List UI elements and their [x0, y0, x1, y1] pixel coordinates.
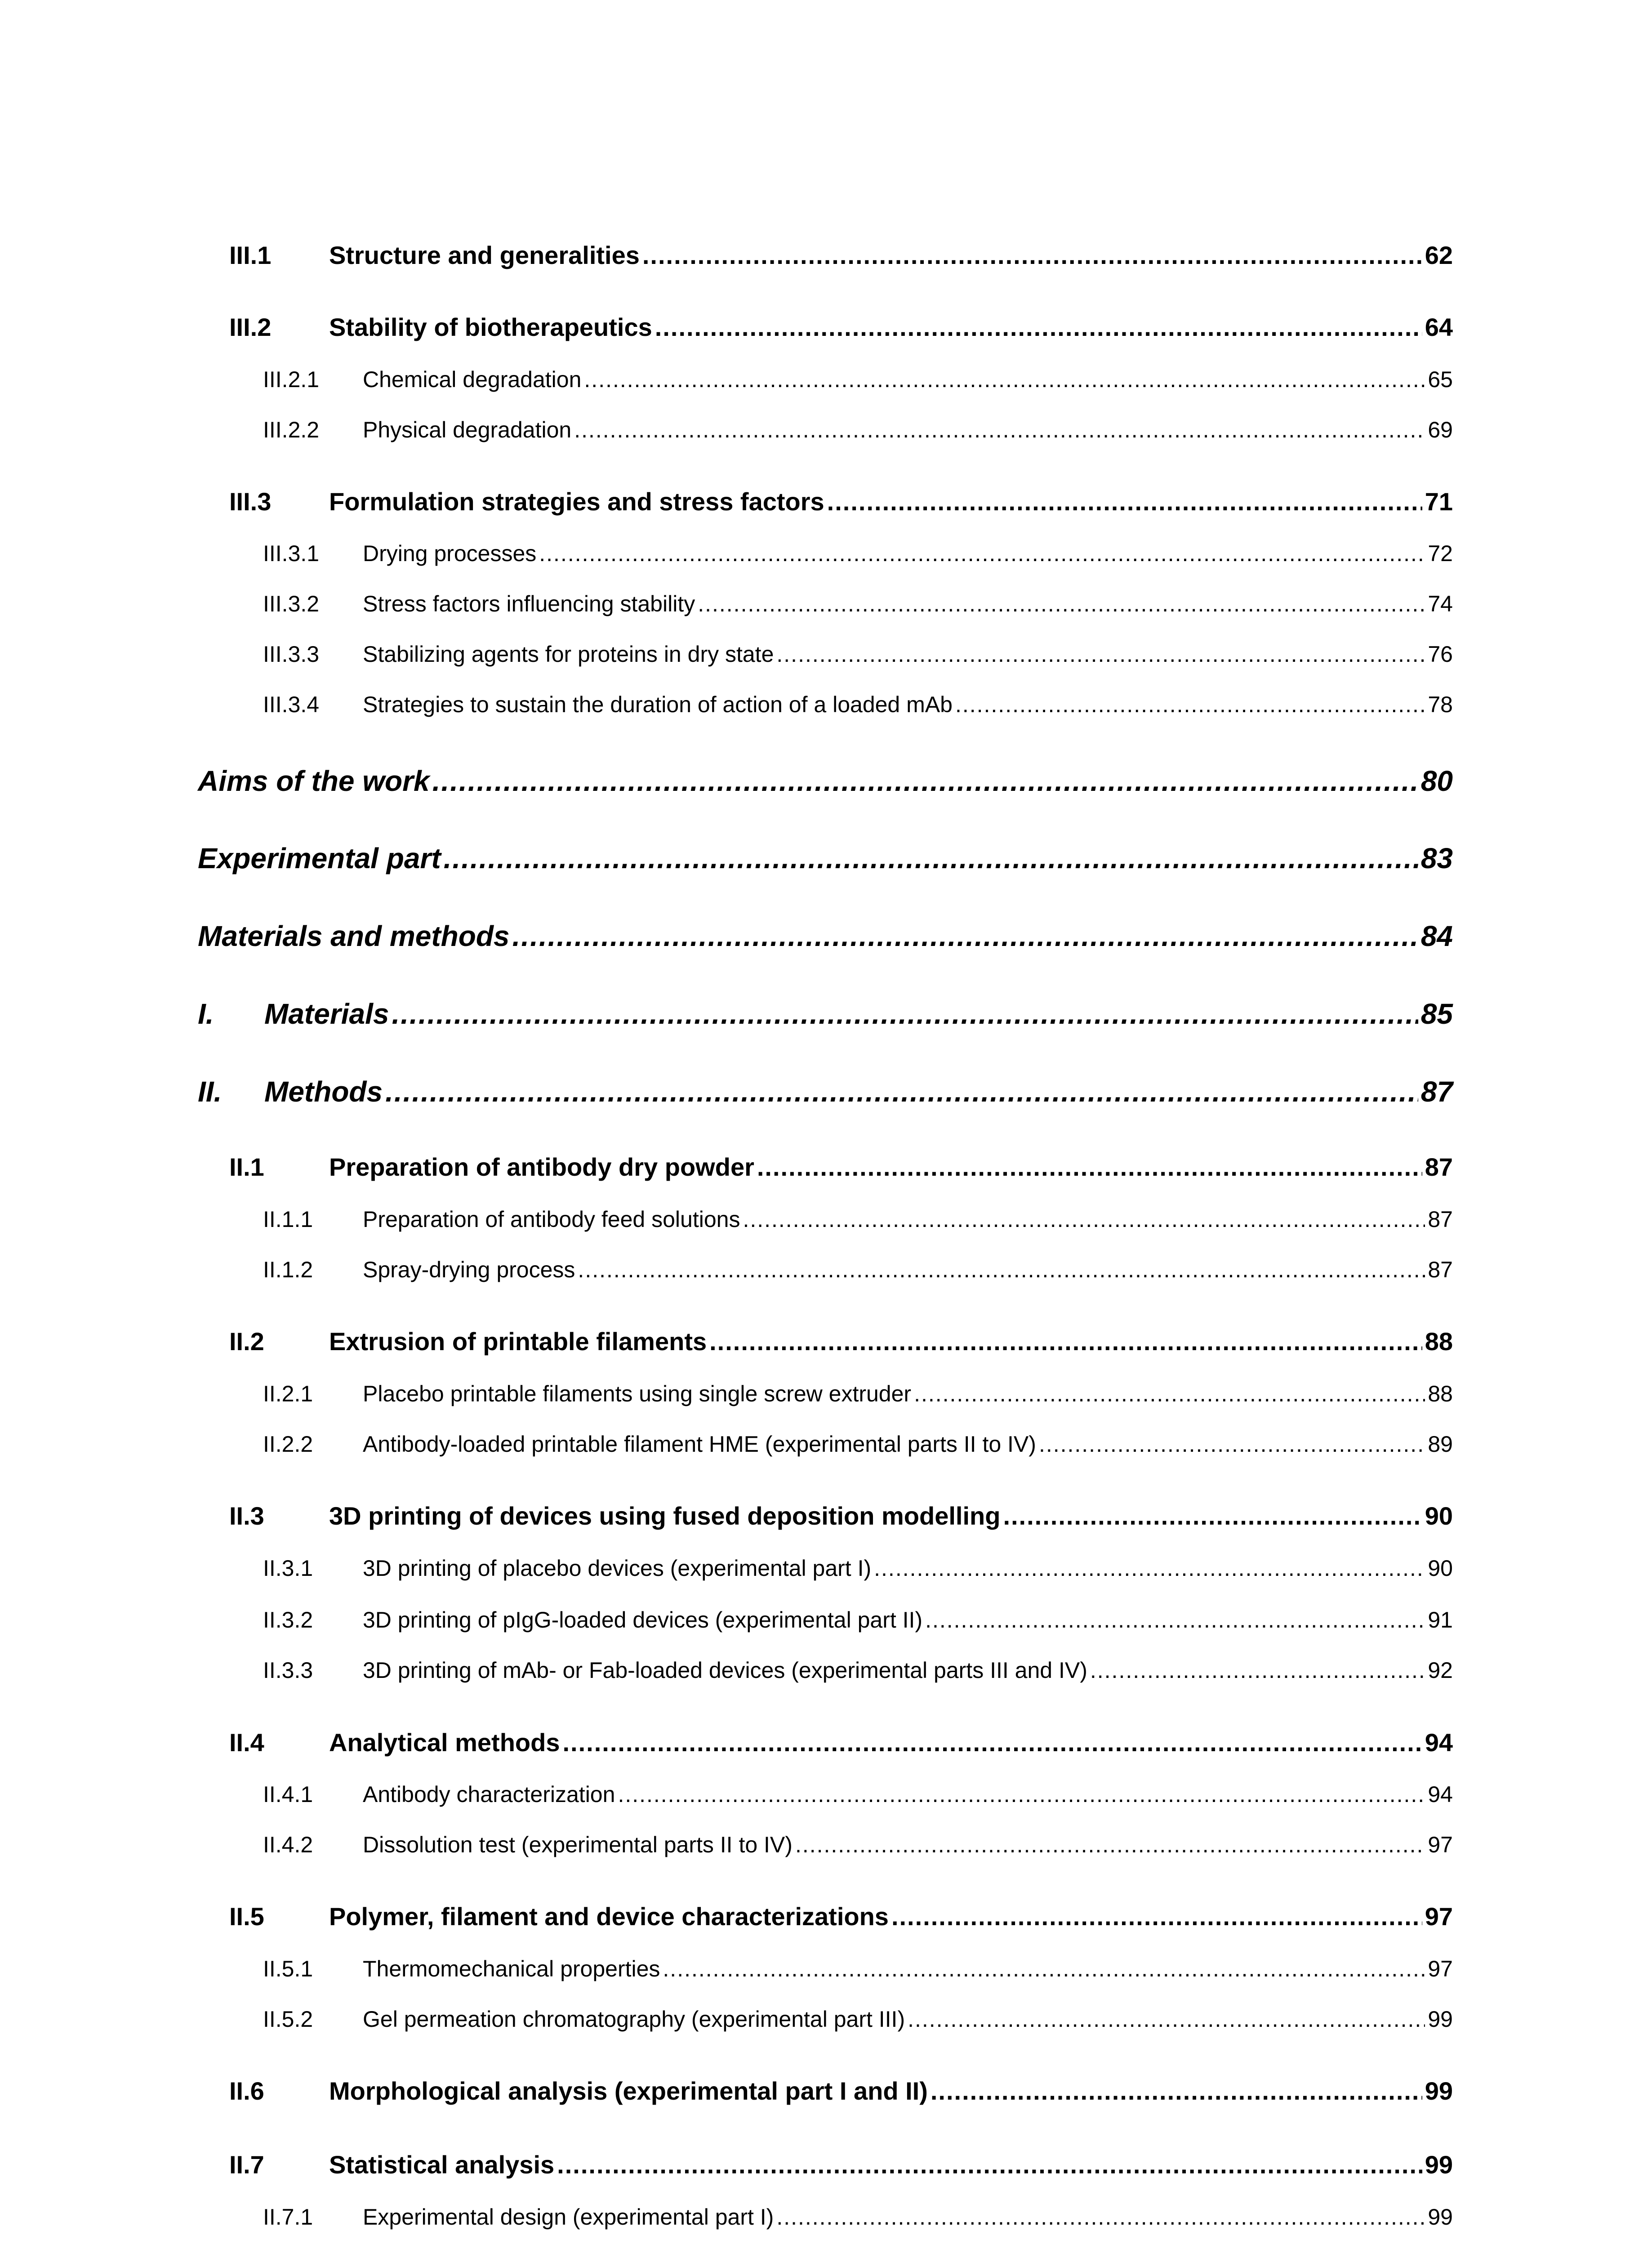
toc-entry-page: 62 — [1425, 241, 1453, 269]
toc-entry[interactable] — [263, 641, 1453, 667]
toc-entry-title: Extrusion of printable filaments — [329, 1327, 707, 1356]
toc-entry[interactable] — [263, 1657, 1453, 1683]
toc-entry[interactable] — [229, 241, 1453, 270]
dot-leader — [1003, 1501, 1422, 1530]
toc-entry-title: Stress factors influencing stability — [363, 591, 695, 616]
dot-leader — [385, 1075, 1418, 1108]
dot-leader — [1039, 1431, 1425, 1457]
toc-entry-number: II. — [198, 1075, 222, 1108]
toc-entry-number: III.3.4 — [263, 692, 320, 717]
dot-leader — [908, 2006, 1425, 2032]
toc-entry-number: III.3 — [229, 487, 272, 516]
toc-entry-number: II.4.1 — [263, 1782, 313, 1807]
toc-entry-title: Preparation of antibody feed solutions — [363, 1207, 740, 1232]
dot-leader — [539, 540, 1425, 566]
dot-leader — [795, 1832, 1425, 1858]
dot-leader — [655, 312, 1422, 342]
toc-entry-page: 88 — [1425, 1327, 1453, 1356]
toc-entry[interactable] — [263, 2204, 1453, 2230]
toc-entry-title: Chemical degradation — [363, 367, 582, 392]
toc-entry-title: Experimental part — [198, 842, 441, 874]
toc-entry-page: 85 — [1420, 998, 1453, 1030]
dot-leader — [776, 641, 1425, 667]
dot-leader — [743, 1206, 1425, 1232]
toc-entry-number: II.6 — [229, 2077, 264, 2105]
toc-entry-page: 99 — [1428, 2204, 1453, 2230]
toc-entry[interactable] — [229, 2076, 1453, 2105]
toc-entry-number: II.1 — [229, 1153, 264, 1181]
toc-entry[interactable] — [229, 1728, 1453, 1757]
toc-entry[interactable] — [263, 366, 1453, 393]
toc-entry-number: II.2 — [229, 1327, 264, 1356]
dot-leader — [584, 366, 1425, 393]
toc-entry[interactable] — [229, 1327, 1453, 1356]
toc-entry[interactable] — [263, 591, 1453, 617]
toc-entry-number: III.3.1 — [263, 541, 320, 566]
toc-entry-page: 84 — [1420, 920, 1453, 952]
toc-entry-title: Structure and generalities — [329, 241, 640, 269]
dot-leader — [663, 1956, 1425, 1982]
toc-entry[interactable] — [263, 1431, 1453, 1457]
toc-entry-page: 97 — [1428, 1956, 1453, 1981]
toc-entry-number: II.3.2 — [263, 1607, 313, 1632]
toc-entry-page: 65 — [1428, 367, 1453, 392]
toc-entry-page: 87 — [1428, 1257, 1453, 1282]
toc-entry[interactable] — [198, 1075, 1453, 1108]
toc-entry-title: 3D printing of pIgG-loaded devices (experimental part II) — [363, 1607, 923, 1632]
toc-entry-title: Statistical analysis — [329, 2150, 555, 2179]
dot-leader — [642, 241, 1422, 270]
toc-entry[interactable] — [263, 1257, 1453, 1283]
toc-entry-number: III.2.2 — [263, 417, 320, 442]
toc-entry-number: III.3.2 — [263, 591, 320, 616]
toc-entry-page: 78 — [1428, 692, 1453, 717]
toc-entry-title: 3D printing of devices using fused deposition modelling — [329, 1502, 1001, 1530]
toc-entry-number: II.4 — [229, 1728, 264, 1757]
toc-entry-number: II.5.2 — [263, 2007, 313, 2032]
toc-entry[interactable] — [229, 487, 1453, 516]
toc-entry-title: Spray-drying process — [363, 1257, 575, 1282]
toc-entry-title: Polymer, filament and device characterizations — [329, 1902, 889, 1931]
toc-entry-page: 94 — [1428, 1782, 1453, 1807]
dot-leader — [574, 417, 1425, 443]
toc-entry-page: 64 — [1425, 313, 1453, 341]
toc-entry[interactable] — [229, 1902, 1453, 1931]
toc-entry-title: Materials — [264, 998, 389, 1030]
toc-entry-title: 3D printing of mAb- or Fab-loaded devices (experimental parts III and IV) — [363, 1658, 1087, 1683]
toc-entry-page: 90 — [1428, 1556, 1453, 1581]
toc-entry[interactable] — [198, 919, 1453, 953]
toc-entry-page: 97 — [1425, 1902, 1453, 1931]
toc-entry[interactable] — [263, 1956, 1453, 1982]
toc-entry-number: III.1 — [229, 241, 272, 269]
dot-leader — [512, 919, 1418, 953]
toc-entry-title: Gel permeation chromatography (experimental part III) — [363, 2007, 905, 2032]
toc-entry-number: II.4.2 — [263, 1832, 313, 1857]
toc-entry-title: Materials and methods — [198, 920, 510, 952]
toc-entry-number: I. — [198, 998, 214, 1030]
toc-entry[interactable] — [263, 1555, 1453, 1581]
toc-entry-title: Stability of biotherapeutics — [329, 313, 652, 341]
dot-leader — [618, 1781, 1425, 1807]
toc-entry[interactable] — [263, 1781, 1453, 1807]
dot-leader — [757, 1152, 1422, 1182]
toc-entry-title: Dissolution test (experimental parts II to IV) — [363, 1832, 793, 1857]
toc-entry-title: Thermomechanical properties — [363, 1956, 660, 1981]
toc-entry-page: 71 — [1425, 487, 1453, 516]
toc-entry-page: 72 — [1428, 541, 1453, 566]
toc-entry-number: II.2.2 — [263, 1432, 313, 1457]
toc-entry-number: II.5 — [229, 1902, 264, 1931]
toc-entry-page: 89 — [1428, 1432, 1453, 1457]
toc-entry[interactable] — [263, 1607, 1453, 1633]
toc-entry-title: Stabilizing agents for proteins in dry state — [363, 642, 774, 667]
toc-entry-title: Formulation strategies and stress factors — [329, 487, 824, 516]
dot-leader — [914, 1381, 1425, 1407]
dot-leader — [955, 691, 1425, 718]
toc-entry-number: II.1.2 — [263, 1257, 313, 1282]
toc-entry[interactable] — [198, 764, 1453, 798]
toc-entry[interactable] — [263, 1206, 1453, 1232]
toc-entry[interactable] — [263, 2006, 1453, 2032]
toc-entry-page: 97 — [1428, 1832, 1453, 1857]
dot-leader — [891, 1902, 1422, 1931]
toc-entry-number: II.5.1 — [263, 1956, 313, 1981]
toc-entry-page: 92 — [1428, 1658, 1453, 1683]
toc-entry-title: Strategies to sustain the duration of action of a loaded mAb — [363, 692, 953, 717]
toc-entry-page: 69 — [1428, 417, 1453, 442]
toc-entry-number: II.7 — [229, 2150, 264, 2179]
toc-entry-page: 87 — [1420, 1075, 1453, 1108]
dot-leader — [392, 997, 1418, 1030]
toc-entry-number: II.3.1 — [263, 1556, 313, 1581]
toc-entry-page: 99 — [1425, 2150, 1453, 2179]
toc-entry-page: 74 — [1428, 591, 1453, 616]
toc-entry-title: Drying processes — [363, 541, 537, 566]
toc-entry-title: Antibody characterization — [363, 1782, 615, 1807]
dot-leader — [557, 2150, 1422, 2179]
toc-entry-page: 80 — [1420, 765, 1453, 797]
toc-entry-page: 76 — [1428, 642, 1453, 667]
dot-leader — [432, 764, 1418, 798]
toc-entry[interactable] — [198, 842, 1453, 875]
dot-leader — [776, 2204, 1425, 2230]
dot-leader — [827, 487, 1422, 516]
toc-entry[interactable] — [263, 1381, 1453, 1407]
toc-entry-page: 99 — [1425, 2077, 1453, 2105]
toc-entry[interactable] — [229, 1501, 1453, 1530]
toc-entry-title: Experimental design (experimental part I) — [363, 2204, 774, 2230]
toc-entry-number: II.3 — [229, 1502, 264, 1530]
dot-leader — [698, 591, 1425, 617]
toc-entry-page: 87 — [1428, 1207, 1453, 1232]
toc-entry-title: Morphological analysis (experimental part I and II) — [329, 2077, 928, 2105]
toc-entry[interactable] — [229, 1152, 1453, 1182]
dot-leader — [578, 1257, 1425, 1283]
toc-entry-page: 83 — [1420, 842, 1453, 874]
toc-entry[interactable] — [263, 691, 1453, 718]
toc-entry-title: Analytical methods — [329, 1728, 560, 1757]
dot-leader — [1090, 1657, 1425, 1683]
toc-entry-number: III.2 — [229, 313, 272, 341]
toc-entry-number: III.3.3 — [263, 642, 320, 667]
dot-leader — [925, 1607, 1425, 1633]
toc-entry-page: 91 — [1428, 1607, 1453, 1632]
toc-entry[interactable] — [263, 1832, 1453, 1858]
toc-entry-title: Antibody-loaded printable filament HME (experimental parts II to IV) — [363, 1432, 1036, 1457]
toc-entry-title: Methods — [264, 1075, 383, 1108]
toc-entry-number: II.3.3 — [263, 1658, 313, 1683]
toc-entry-page: 94 — [1425, 1728, 1453, 1757]
toc-entry-number: II.1.1 — [263, 1207, 313, 1232]
dot-leader — [562, 1728, 1422, 1757]
dot-leader — [931, 2076, 1422, 2105]
toc-entry-page: 87 — [1425, 1153, 1453, 1181]
toc-entry-page: 99 — [1428, 2007, 1453, 2032]
toc-entry-title: Aims of the work — [198, 765, 430, 797]
toc-entry-title: Physical degradation — [363, 417, 572, 442]
toc-entry[interactable] — [229, 312, 1453, 342]
toc-entry-number: III.2.1 — [263, 367, 320, 392]
toc-entry-number: II.2.1 — [263, 1381, 313, 1406]
toc-entry-page: 88 — [1428, 1381, 1453, 1406]
toc-entry-page: 90 — [1425, 1502, 1453, 1530]
dot-leader — [874, 1555, 1425, 1581]
toc-entry-number: II.7.1 — [263, 2204, 313, 2230]
toc-entry[interactable] — [263, 540, 1453, 566]
toc-entry[interactable] — [229, 2150, 1453, 2179]
toc-entry-title: Preparation of antibody dry powder — [329, 1153, 754, 1181]
toc-entry-title: Placebo printable filaments using single screw extruder — [363, 1381, 912, 1406]
dot-leader — [444, 842, 1418, 875]
toc-entry[interactable] — [263, 417, 1453, 443]
toc-entry-title: 3D printing of placebo devices (experimental part I) — [363, 1556, 872, 1581]
dot-leader — [709, 1327, 1422, 1356]
toc-entry[interactable] — [198, 997, 1453, 1030]
